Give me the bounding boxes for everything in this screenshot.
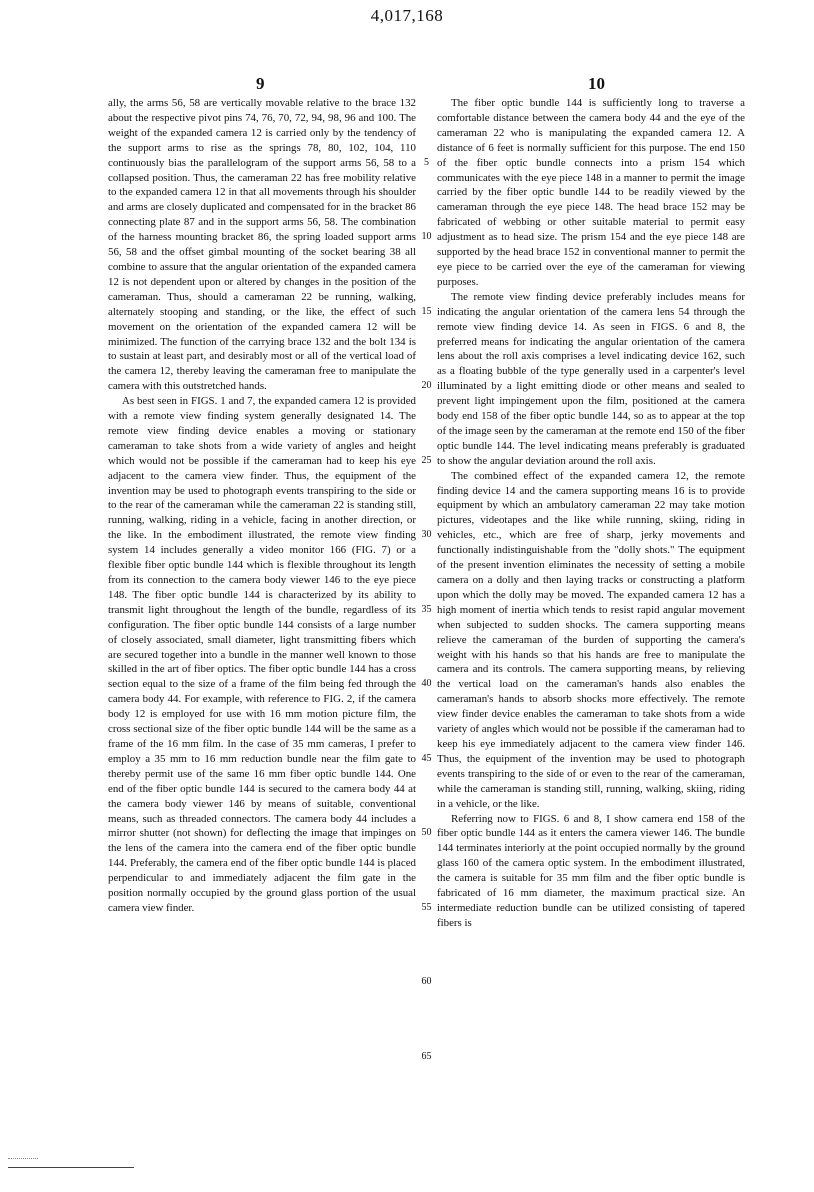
line-number: 5 <box>424 156 429 168</box>
left-column <box>108 96 416 916</box>
patent-number: 4,017,168 <box>370 6 444 25</box>
line-number: 60 <box>421 976 432 988</box>
line-number: 15 <box>421 305 432 317</box>
line-number: 45 <box>421 752 432 764</box>
paragraph: ally, the arms 56, 58 are vertically movable relative to the brace 132 about the respective pivot pins 74, 76, 70, 72, 94, 98, 96 and 100. The weight of the expanded camera 12 is carried only by the tendency of the support arms to rise as the springs 78, 80, 102, 104, 110 continuously bias the parallelogram of the support arms 56, 58 to a collapsed position. Thus, the cameraman 22 has free mobility relative to the expanded camera 12 in that all movements through his shoulder and arms are closely duplicated and compensated for in the bracket 86 connecting plate 87 and in the support arms 56, 58. The combination of the harness mounting bracket 86, the spring loaded support arms 56, 58 and the offset gimbal mounting of the socket bearing 38 all combine to assure that the angular orientation of the expanded camera 12 is not dependent upon or altered by changes in the position of the cameraman. Thus, should a cameraman 22 be running, walking, alternately stooping and standing, or the like, the effect of such movement on the orientation of the expanded camera 12 will be minimized. The function of the carrying brace 132 and the bolt 134 is to sustain at least part, and desirably most or all of the vertical load of the camera 12, thereby leaving the cameraman free to manipulate the camera with this outstretched hands. <box>108 97 416 393</box>
paragraph: As best seen in FIGS. 1 and 7, the expanded camera 12 is provided with a remote view finding system generally designated 14. The remote view finding device enables a moving or stationary cameraman to take shots from a wide variety of angles and height which would not be possible if the cameraman had to keep his eye adjacent to the camera view finder. Thus, the equipment of the invention may be used to photograph events transpiring to the side or to the rear of the cameraman while the cameraman 22 is standing still, running, walking, riding in a vehicle, facing in another direction, or the like. In the embodiment illustrated, the remote view finding system 14 includes generally a video monitor 166 (FIG. 7) or a flexible fiber optic bundle 144 which is flexible throughout its length from its connection to the camera body viewer 146 to the eye piece 148. The fiber optic bundle 144 is characterized by its ability to transmit light throughout the length of the bundle, regardless of its configuration. The fiber optic bundle 144 consists of a large number of closely associated, small diameter, light transmitting fibers which are secured together into a bundle in the manner well known to those skilled in the art of fiber optics. The fiber optic bundle 144 has a cross section equal to the size of a frame of the film being fed through the camera body 44. For example, with reference to FIG. 2, if the camera body 12 is employed for use with 16 mm motion picture film, the cross sectional size of the fiber optic bundle 144 will be the same as a frame of the 16 mm film. In the case of 35 mm cameras, I prefer to employ a 35 mm to 16 mm reduction bundle near the film gate to thereby permit use of the same 16 mm fiber optic bundle 144. One end of the fiber optic bundle 144 is secured to the camera body 44 at the camera body viewer 146 by means of suitable, conventional means, such as threaded connectors. The camera body 44 includes a mirror shutter (not shown) for deflecting the image that impinges on the lens of the camera into the camera end of the fiber optic bundle 144. Preferably, the camera end of the fiber optic bundle 144 is placed perpendicular to and immediately adjacent the film gate in the position normally occupied by the ground glass portion of the usual camera view finder. <box>108 395 416 914</box>
line-number: 20 <box>421 380 432 392</box>
page-number-right: 10 <box>588 74 605 93</box>
line-number: 55 <box>421 901 432 913</box>
line-number: 40 <box>421 678 432 690</box>
footer-rule <box>8 1167 134 1168</box>
right-column <box>437 96 745 931</box>
line-number: 50 <box>421 827 432 839</box>
paragraph: The combined effect of the expanded camera 12, the remote finding device 14 and the camera supporting means 16 is to provide equipment by which an ambulatory cameraman 22 may take motion pictures, videotapes and the like while running, skiing, riding in vehicles, etc., which are free of sharp, jerky movements and functionally indistinguishable from the "dolly shots." The equipment of the present invention eliminates the necessity of setting a mobile camera on a dolly and then laying tracks or constructing a platform upon which the dolly may be moved. The expanded camera 12 has a high moment of inertia which tends to resist rapid angular movement when subjected to sudden shocks. The camera supporting means relieve the cameraman of the burden of supporting the camera's weight with his hands so that his hands are free to manipulate the camera and its controls. The camera supporting means, by relieving the vertical load on the cameraman's hands also enables the cameraman's hands to absorb shocks more effectively. The remote view finder device enables the cameraman to take shots from a wide variety of angles which would not be possible if the cameraman had to keep his eye immediately adjacent to the camera view finder 146. Thus, the equipment of the invention may be used to photograph events transpiring to the side of or even to the rear of the cameraman, while the cameraman is standing still, running, walking, skiing, riding in a vehicle, or the like. <box>437 469 745 810</box>
paragraph: Referring now to FIGS. 6 and 8, I show camera end 158 of the fiber optic bundle 144 as it enters the camera viewer 146. The bundle 144 terminates interiorly at the point occupied normally by the ground glass 160 of the camera optic system. In the embodiment illustrated, the camera is suitable for 35 mm film and the fiber optic bundle is fabricated of 16 mm diameter, the maximum practical size. An intermediate reduction bundle can be utilized consisting of tapered fibers is <box>437 812 745 929</box>
paragraph: The fiber optic bundle 144 is sufficiently long to traverse a comfortable distance between the camera body 44 and the eye of the cameraman 22 who is manipulating the expanded camera 12. A distance of 6 feet is normally sufficient for this purpose. The end 150 of the fiber optic bundle connects into a prism 154 which communicates with the eye piece 148 in a manner to permit the image carried by the fiber optic bundle 144 to be readily viewed by the cameraman through the eye piece 148. The head brace 152 may be fabricated of webbing or other suitable material to permit easy adjustment as to head size. The prism 154 and the eye piece 148 are supported by the head brace 152 in conventional manner to permit the eye piece to be carried over the eye of the cameraman for viewing purposes. <box>437 97 745 288</box>
paragraph: The remote view finding device preferably includes means for indicating the angular orientation of the camera lens 54 through the remote view finding device 14. As seen in FIGS. 6 and 8, the preferred means for indicating the angular orientation of the camera lens about the roll axis comprises a level indicating device 162, such as a floating bubble of the type generally used in a carpenter's level illuminated by a light emitting diode or other means and sealed to prevent light impingement upon the film, positioned at the camera body end 158 of the fiber optic bundle 144, so as to appear at the top of the image seen by the cameraman at the remote end 150 of the fiber optic bundle 144. The level indicating means preferably is graduated to show the angular deviation around the roll axis. <box>437 290 745 467</box>
line-number: 10 <box>421 231 432 243</box>
line-number: 65 <box>421 1050 432 1062</box>
line-number: 35 <box>421 603 432 615</box>
line-number: 30 <box>421 529 432 541</box>
line-number: 25 <box>421 454 432 466</box>
footer-dotted-mark <box>8 1158 38 1159</box>
page-number-left: 9 <box>256 74 265 93</box>
